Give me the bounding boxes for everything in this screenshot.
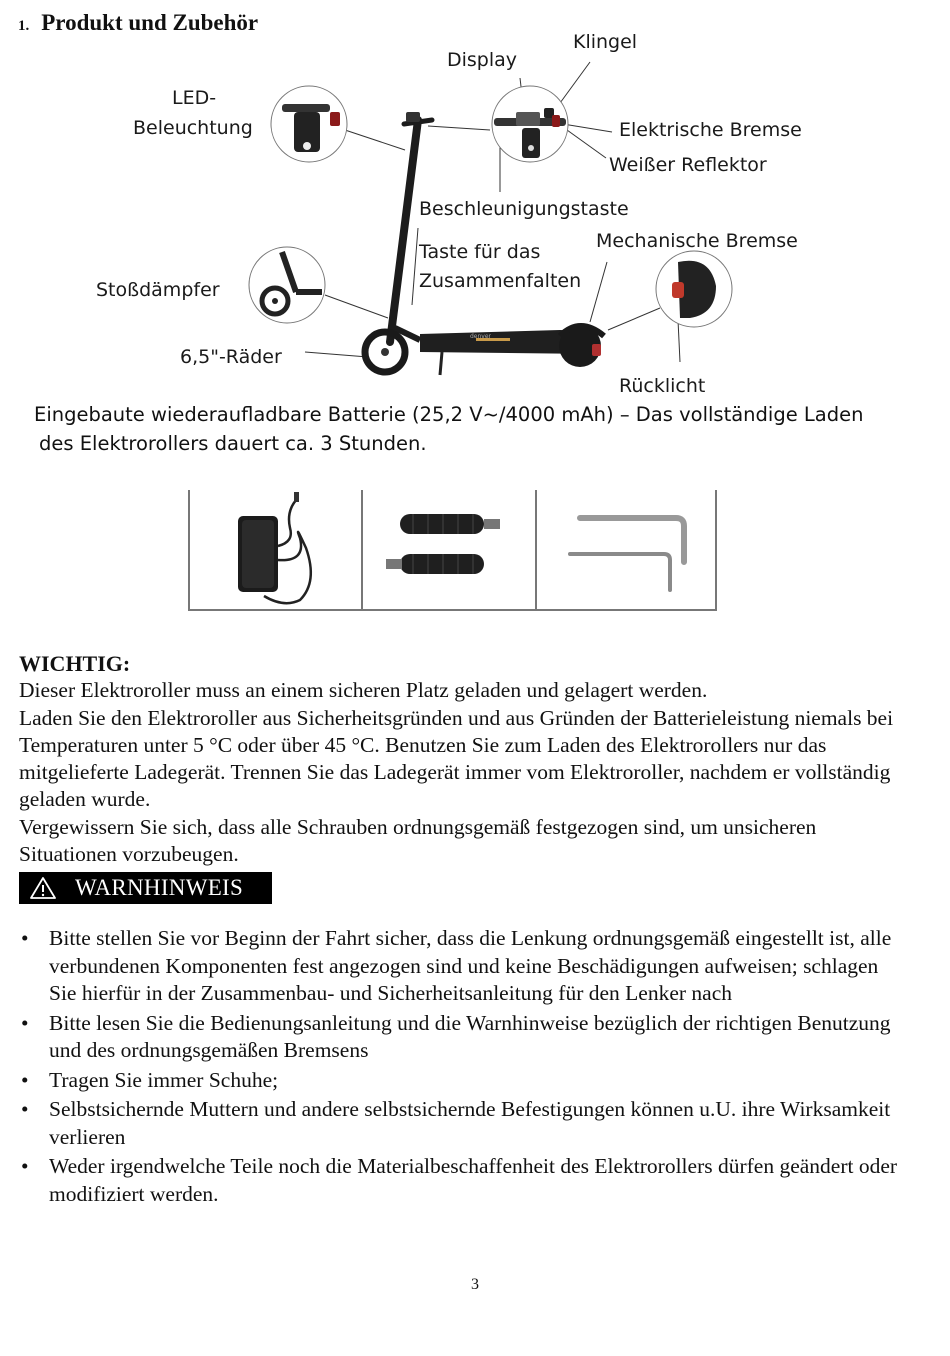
led-detail-inset: [271, 86, 347, 162]
charger-image: [238, 492, 311, 603]
allen-keys-image: [570, 518, 684, 590]
warning-banner: [19, 872, 272, 904]
label-stossdaempfer: Stoßdämpfer: [96, 279, 220, 301]
list-item: • Weder irgendwelche Teile noch die Materialbeschaffenheit des Elektrorollers dürfen geändert oder modifiziert werden.: [19, 1153, 899, 1208]
important-paragraph-1: Dieser Elektroroller muss an einem sicheren Platz geladen und gelagert werden.: [19, 678, 708, 703]
label-display: Display: [447, 49, 518, 71]
label-led-line1: LED-: [172, 87, 217, 109]
label-taste-line1: Taste für das: [419, 241, 541, 263]
label-weisser-reflektor: Weißer Reflektor: [609, 154, 767, 176]
list-item: • Tragen Sie immer Schuhe;: [19, 1067, 899, 1095]
section-title: Produkt und Zubehör: [41, 10, 259, 35]
list-item: • Selbstsichernde Muttern und andere selbstsichernde Befestigungen können u.U. ihre Wirksamkeit verlieren: [19, 1096, 899, 1151]
label-klingel: Klingel: [573, 31, 638, 53]
important-paragraph-3: Vergewissern Sie sich, dass alle Schrauben ordnungsgemäß festgezogen sind, um unsicheren Situationen vorzubeugen.: [19, 814, 817, 867]
warning-label: WARNHINWEIS: [75, 875, 244, 900]
page-number: 3: [471, 1276, 479, 1293]
accessories-table: [188, 490, 718, 612]
battery-note: [34, 400, 914, 458]
important-paragraph-2: Laden Sie den Elektroroller aus Sicherheitsgründen und aus Gründen der Batterieleistung niemals bei Temperaturen unter 5 °C oder über 45 °C. Benutzen Sie zum Laden des Elektrorollers nur das mitgelieferte Ladegerät. Trennen Sie das Ladegerät immer vom Elektroroller, nachdem er vollständig geladen wurde.: [19, 705, 894, 812]
foot-pegs-image: [386, 514, 500, 574]
handlebar-detail-inset: [492, 86, 568, 162]
label-raeder: 6,5"-Räder: [180, 346, 282, 368]
label-led-line2: Beleuchtung: [133, 117, 253, 139]
rear-light-inset: [656, 251, 732, 327]
label-mechanische-bremse: Mechanische Bremse: [596, 230, 798, 252]
svg-text:denver: denver: [470, 333, 492, 340]
label-elektrische-bremse: Elektrische Bremse: [619, 119, 802, 141]
label-taste-line2: Zusammenfalten: [419, 270, 582, 292]
section-number: 1.: [18, 18, 30, 34]
shock-absorber-inset: [249, 247, 325, 323]
label-ruecklicht: Rücklicht: [619, 375, 706, 397]
label-beschleunigungstaste: Beschleunigungstaste: [419, 198, 629, 220]
battery-line2: des Elektrorollers dauert ca. 3 Stunden.: [39, 432, 427, 455]
list-item: • Bitte stellen Sie vor Beginn der Fahrt sicher, dass die Lenkung ordnungsgemäß eingestellt ist, alle verbundenen Komponenten fest angezogen sind und keine Beschädigungen aufweisen; schlagen Sie hierfür in der Zusammenbau- und Sicherheitsanleitung für den Lenker nach: [19, 925, 899, 1008]
important-section: [19, 650, 919, 868]
warning-list: [19, 925, 899, 1210]
important-heading: WICHTIG:: [19, 651, 131, 676]
battery-line1: Eingebaute wiederaufladbare Batterie (25,2 V~/4000 mAh) – Das vollständige Laden: [34, 403, 864, 426]
list-item: • Bitte lesen Sie die Bedienungsanleitung und die Warnhinweise bezüglich der richtigen Benutzung und des ordnungsgemäßen Bremsens: [19, 1010, 899, 1065]
warning-triangle-icon: [29, 876, 57, 900]
